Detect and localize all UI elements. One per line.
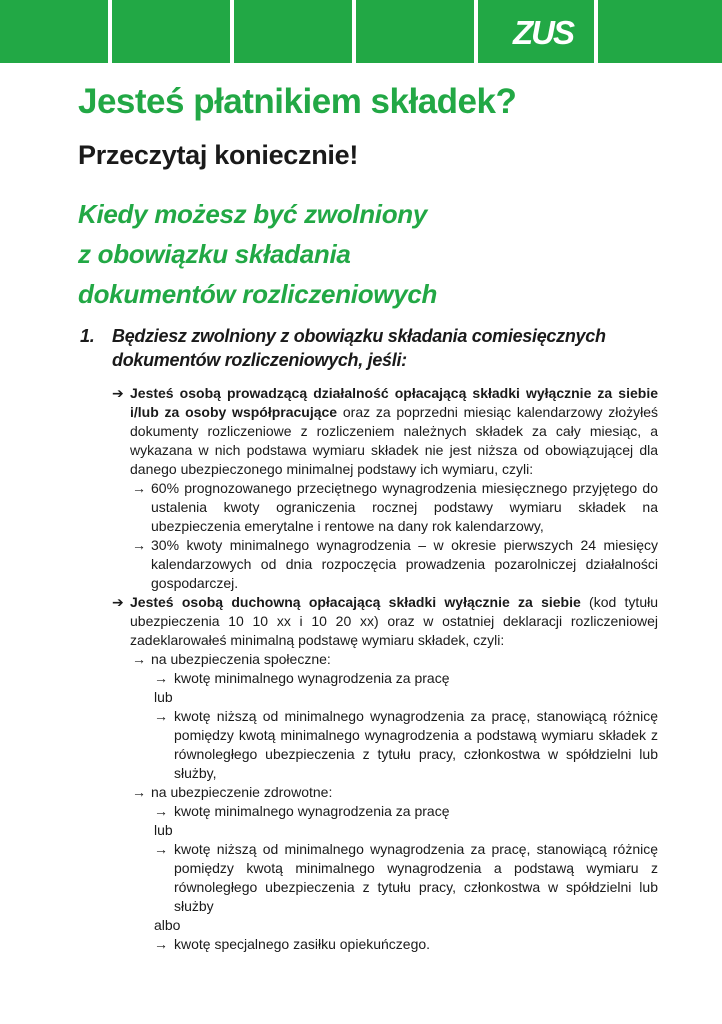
point-text: Będziesz zwolniony z obowiązku składania comiesięcznych dokumentów rozliczeniowych, jeśli: xyxy=(112,326,606,370)
list-item: → kwotę niższą od minimalnego wynagrodzenia za pracę, stanowiącą różnicę pomiędzy kwotą minimalnego wynagrodzenia a podstawą wymiaru składek z równoległego ubezpieczenia z tytułu pracy, członkostwa w spółdzielni lub służby, xyxy=(154,708,658,781)
page-title: Jesteś płatnikiem składek? xyxy=(78,82,517,121)
list-item: → kwotę minimalnego wynagrodzenia za pracę xyxy=(154,803,450,819)
arrow-right-icon: → xyxy=(132,480,146,496)
heading-line: dokumentów rozliczeniowych xyxy=(78,279,438,309)
arrow-right-icon: → xyxy=(154,708,168,724)
top-green-bar xyxy=(0,0,722,63)
list-item: → kwotę niższą od minimalnego wynagrodzenia za pracę, stanowiącą różnicę pomiędzy kwotą minimalnego wynagrodzenia a podstawą wymiaru z równoległego ubezpieczenia z tytułu pracy, członkostwa w spółdzielni lub służby xyxy=(154,841,658,914)
point-number: 1. xyxy=(80,326,95,346)
list-item: → na ubezpieczenia społeczne: xyxy=(132,651,331,667)
bar-segment xyxy=(234,0,352,63)
item-bold: Jesteś osobą prowadzącą działalność opłacającą składki wyłącznie za siebie i/lub za osoby współpracujące xyxy=(130,385,658,420)
list-item xyxy=(104,384,658,479)
else-word: albo xyxy=(154,917,181,933)
list-item: → kwotę minimalnego wynagrodzenia za pracę xyxy=(154,670,450,686)
arrow-bullet-icon: ➔ xyxy=(112,385,124,401)
heading-line: Kiedy możesz być zwolniony xyxy=(78,199,428,229)
item-text: (kod tytułu ubezpieczenia 10 10 xx i 10 20 xx) oraz w ostatniej deklaracji rozliczeniowej zadeklarowałeś minimalną podstawę wymiaru składek, czyli: xyxy=(130,594,658,648)
bar-segment xyxy=(112,0,230,63)
item-text: oraz za poprzedni miesiąc kalendarzowy złożyłeś dokumenty rozliczeniowe z rozliczeniem należnych składek za cały miesiąc, a wykazana w nich podstawa wymiaru składek nie jest niższa od obowiązującej dla danego ubezpieczonego minimalnej podstawy ich wymiaru, czyli: xyxy=(130,404,659,477)
arrow-bullet-icon: ➔ xyxy=(112,594,124,610)
arrow-right-icon: → xyxy=(132,651,146,667)
or-word: lub xyxy=(154,689,173,705)
bar-segment xyxy=(0,0,108,63)
arrow-right-icon: → xyxy=(132,537,146,553)
arrow-right-icon: → xyxy=(154,841,168,857)
zus-logo xyxy=(507,10,579,54)
arrow-right-icon: → xyxy=(154,670,168,686)
list-item xyxy=(104,593,658,650)
list-item: → 30% kwoty minimalnego wynagrodzenia – w okresie pierwszych 24 miesięcy kalendarzowych od dnia rozpoczęcia prowadzenia pozarolniczej działalności gospodarczej. xyxy=(132,537,658,591)
bar-segment xyxy=(598,0,722,63)
page-subtitle: Przeczytaj koniecznie! xyxy=(78,140,359,170)
heading-line: z obowiązku składania xyxy=(78,239,351,269)
or-word: lub xyxy=(154,822,173,838)
arrow-right-icon: → xyxy=(154,936,168,952)
list-item: → na ubezpieczenie zdrowotne: xyxy=(132,784,333,800)
document-body xyxy=(104,384,658,954)
list-item: → kwotę specjalnego zasiłku opiekuńczego. xyxy=(154,936,431,952)
section-heading xyxy=(78,194,638,314)
svg-text:ZUS: ZUS xyxy=(513,14,573,51)
arrow-right-icon: → xyxy=(132,784,146,800)
list-item: → 60% prognozowanego przeciętnego wynagrodzenia miesięcznego przyjętego do ustalenia kwoty ograniczenia rocznej podstawy wymiaru składek na ubezpieczenia emerytalne i rentowe na dany rok kalendarzowy, xyxy=(132,480,658,534)
item-bold: Jesteś osobą duchowną opłacającą składki wyłącznie za siebie xyxy=(130,594,581,610)
arrow-right-icon: → xyxy=(154,803,168,819)
bar-segment xyxy=(356,0,474,63)
